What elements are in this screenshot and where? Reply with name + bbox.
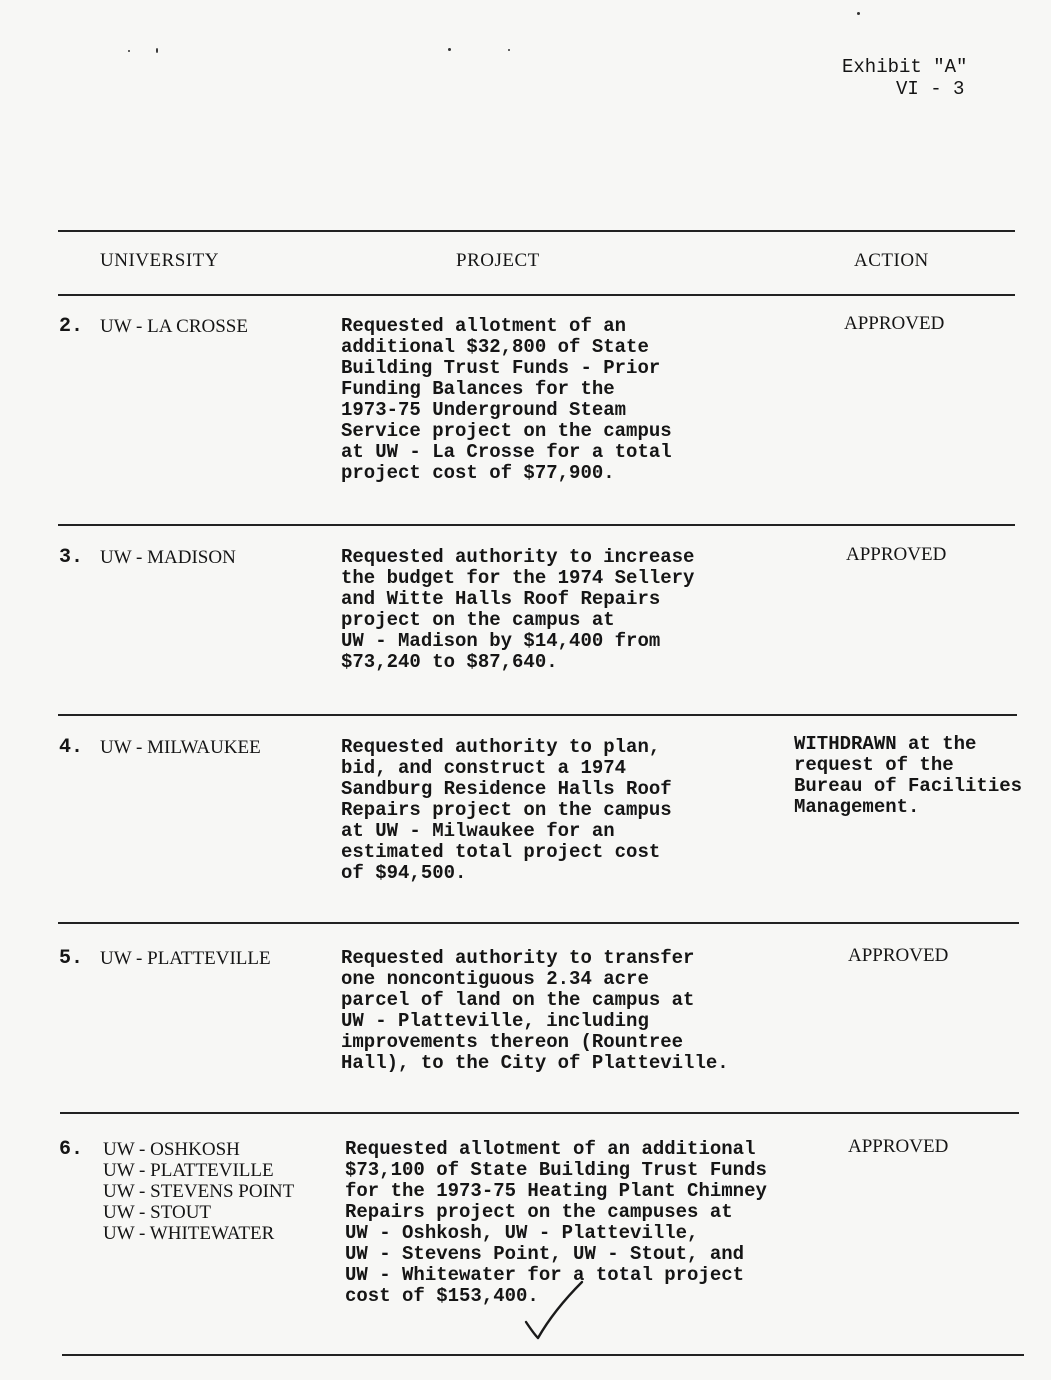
project-description — [341, 737, 741, 884]
project-line: Sandburg Residence Halls Roof — [341, 778, 672, 800]
project-line: and Witte Halls Roof Repairs — [341, 588, 661, 610]
project-description — [341, 316, 741, 484]
exhibit-label: Exhibit "A" — [842, 56, 968, 78]
scan-speck — [857, 12, 860, 15]
university-list — [100, 948, 271, 969]
exhibit-header — [842, 56, 992, 100]
project-line: Service project on the campus — [341, 420, 672, 442]
university-name: UW - LA CROSSE — [100, 316, 248, 337]
project-line: one noncontiguous 2.34 acre — [341, 968, 649, 990]
project-line: Requested allotment of an — [341, 315, 627, 337]
row-number: 4. — [59, 736, 84, 759]
university-name: UW - PLATTEVILLE — [103, 1160, 274, 1181]
project-line: at UW - La Crosse for a total — [341, 441, 672, 463]
project-description — [341, 547, 741, 673]
row-number: 5. — [59, 947, 84, 970]
action-status — [844, 313, 944, 334]
column-header-project: PROJECT — [456, 250, 540, 271]
project-line: $73,240 to $87,640. — [341, 651, 558, 673]
action-line: APPROVED — [844, 313, 945, 334]
project-line: bid, and construct a 1974 — [341, 757, 627, 779]
project-description — [341, 948, 741, 1074]
column-header-university: UNIVERSITY — [100, 250, 219, 271]
project-line: Requested authority to transfer — [341, 947, 695, 969]
project-line: of $94,500. — [341, 862, 467, 884]
project-line: $73,100 of State Building Trust Funds — [345, 1159, 767, 1181]
action-status — [846, 544, 946, 565]
action-line: Management. — [794, 796, 920, 818]
action-line: WITHDRAWN at the — [794, 733, 977, 755]
action-line: APPROVED — [846, 544, 947, 565]
action-line: request of the — [794, 754, 954, 776]
project-line: estimated total project cost — [341, 841, 661, 863]
university-name: UW - MILWAUKEE — [100, 737, 261, 758]
row-divider — [58, 922, 1019, 924]
row-number: 2. — [59, 315, 84, 338]
project-line: Building Trust Funds - Prior — [341, 357, 661, 379]
project-line: UW - Platteville, including — [341, 1010, 649, 1032]
action-line: APPROVED — [848, 945, 949, 966]
handwritten-checkmark-icon — [520, 1278, 590, 1348]
action-status — [794, 734, 1034, 818]
university-list — [100, 316, 248, 337]
project-line: at UW - Milwaukee for an — [341, 820, 615, 842]
action-status — [848, 945, 948, 966]
table-bottom-rule — [62, 1354, 1024, 1356]
scan-speck — [128, 50, 130, 52]
university-list — [100, 547, 236, 568]
row-divider — [58, 524, 1015, 526]
project-line: Requested allotment of an additional — [345, 1138, 756, 1160]
scan-speck — [508, 49, 510, 51]
project-line: Funding Balances for the — [341, 378, 615, 400]
university-name: UW - PLATTEVILLE — [100, 948, 271, 969]
project-line: project on the campus at — [341, 609, 615, 631]
project-line: cost of $153,400. — [345, 1285, 539, 1307]
project-line: UW - Oshkosh, UW - Platteville, — [345, 1222, 699, 1244]
column-header-action: ACTION — [854, 250, 929, 271]
row-number: 6. — [59, 1138, 84, 1161]
page-reference: VI - 3 — [896, 78, 965, 100]
project-line: for the 1973-75 Heating Plant Chimney — [345, 1180, 767, 1202]
project-line: improvements thereon (Rountree — [341, 1031, 684, 1053]
project-line: UW - Whitewater for a total project — [345, 1264, 745, 1286]
university-name: UW - STEVENS POINT — [103, 1181, 295, 1202]
university-name: UW - STOUT — [103, 1202, 212, 1223]
university-name: UW - MADISON — [100, 547, 236, 568]
action-status — [848, 1136, 948, 1157]
project-line: Repairs project on the campuses at — [345, 1201, 733, 1223]
project-line: 1973-75 Underground Steam — [341, 399, 627, 421]
university-list — [103, 1139, 294, 1244]
table-top-rule — [58, 230, 1015, 232]
row-divider — [58, 714, 1017, 716]
header-bottom-rule — [58, 294, 1015, 296]
university-name: UW - OSHKOSH — [103, 1139, 240, 1160]
university-list — [100, 737, 261, 758]
project-line: Requested authority to plan, — [341, 736, 661, 758]
project-line: additional $32,800 of State — [341, 336, 649, 358]
scan-speck — [156, 48, 158, 53]
project-line: UW - Madison by $14,400 from — [341, 630, 661, 652]
university-name: UW - WHITEWATER — [103, 1223, 275, 1244]
project-line: UW - Stevens Point, UW - Stout, and — [345, 1243, 745, 1265]
project-line: the budget for the 1974 Sellery — [341, 567, 695, 589]
project-line: parcel of land on the campus at — [341, 989, 695, 1011]
project-line: Repairs project on the campus — [341, 799, 672, 821]
action-line: Bureau of Facilities — [794, 775, 1023, 797]
action-line: APPROVED — [848, 1136, 949, 1157]
project-line: Requested authority to increase — [341, 546, 695, 568]
row-number: 3. — [59, 546, 84, 569]
project-line: Hall), to the City of Platteville. — [341, 1052, 729, 1074]
project-line: project cost of $77,900. — [341, 462, 615, 484]
row-divider — [60, 1112, 1019, 1114]
scan-speck — [448, 48, 451, 51]
